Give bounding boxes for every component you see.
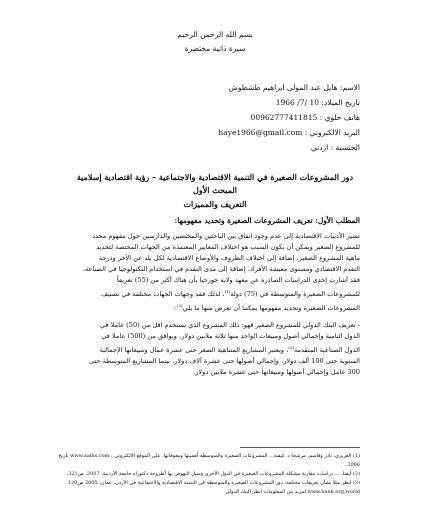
text-line: ماهية المشروع الصغير، إضافة إلى اختلاف الظروف والأوضاع الاقتصادية لكل بلد عن الآخر ودرجة (98, 254, 360, 262)
text-line: 300 عامل وإجمالي أصولها ومبيعاتها حتى عشرة ملايين دولار. (193, 368, 360, 377)
footnote-ref: (2) (177, 303, 183, 309)
section-subheading: التعريف والمميزات (183, 199, 247, 209)
footnote-4: www.bank.org.world لمزيد من المعلومات انظر البنك الدولي (225, 489, 360, 495)
footnotes (50, 452, 360, 497)
text-fragment: للمشروعات الصغيرة والمتوسطة في (75) دولة (230, 290, 360, 299)
text-fragment: ، لذلك فقد وجهات الجهات مختلفة في تصنيف (101, 290, 225, 299)
text-fragment: المشروعات الصغيرة وتحديد مفهومها يمكننا أن نعرض منها ما يلي (182, 304, 360, 313)
text-fragment: ، ويعتبر المشاريع المتناهية الصغر حتى عشرة عمال ومبيعاتها الإجمالية (99, 346, 289, 355)
text-line: السنوية حتى 100 ألف دولار، وإجمالي أصولها حتى عشرة آلاف دولار، بينما المشاريع المتوسطة حتى (88, 357, 360, 366)
cv-subtitle: سيرة ذاتية مختصرة (184, 44, 246, 53)
birth-line: تاريخ الميلاد: 10 /7/ 1966 (275, 98, 360, 107)
text-fragment: الدول الصناعية المتقدمة (294, 346, 360, 355)
text-line: فقد أشارت إحدى الدراسات الصادرة عن معهد ولاية جورجيا بأن هناك أكثر من (55) تعريفاً (116, 276, 360, 284)
basmala: بسم الله الرحمن الرحيم (177, 30, 253, 39)
footnote-ref: (1) (224, 289, 231, 294)
footnote-3: (3) انظر مثلا بشأن تعريفات مختلفة: دور المشروعات الصغيرة والمتوسطة في التنمية الاقتصادية والاجتماعية في الأردن، عمان، 2005 ص120. (66, 480, 360, 486)
paragraph-1 (60, 231, 360, 314)
paper-title: دور المشروعات الصغيرة في التنمية الاقتصادية والاجتماعية – رؤية اقتصادية إسلامية (76, 172, 354, 182)
text-line: الدول النامية وإجمالي أصول ومبيعات الواحد منها ثلاثة ملايين دولار، ويوافق من (500) عاملا في (101, 332, 360, 340)
text-line (60, 286, 360, 300)
paragraph-2 (60, 320, 360, 378)
footnote-2: (2) أيضا، ... دراسات مقارنة مشكلة المشروعات الصغيرة في الدول الأخرى وسبل النهوض بها أطروحة دكتوراه جامعة الأردنية، 2007، ص321. (66, 471, 360, 477)
footnote-separator (240, 447, 360, 448)
nationality-line: الجنسية : اردني (310, 143, 360, 152)
email-line: البريد الالكتروني : haye1966@gmail.com (218, 128, 360, 137)
requirement-heading: المطلب الأول: تعريف المشروعات الصغيرة وتحديد مفهومها: (174, 216, 360, 225)
section-heading: المبحث الأول (193, 185, 237, 195)
name-line: الاسم: هايل عبد المولى ابراهيم طشطوش (228, 83, 360, 92)
text-line: التقدم الاقتصادي ومستوى معيشة الأفراد، إضافة إلى مدى التقدم في استخدام التكنولوجيا في الصناعة، (82, 265, 360, 273)
text-line: للمشروع الصغير ويمكن أن يكون السبب هو اختلاف المعايير المعتمدة من الجهات المختصة لتحديد (96, 243, 360, 251)
text-line (60, 342, 360, 356)
phone-line: هاتف خلوي : 00962777411815 (250, 113, 360, 122)
text-line: - تعريف البنك الدولي للمشروع الصغير فهو: ذلك المشروع الذي يستخدم اقل من (50) عاملا في (99, 321, 360, 329)
footnote-ref: (3) (288, 345, 294, 350)
footnote-1: (1) الغريزي، نادر وقاسم، مرشحا د. كيفية... المشروعات الصغيرة والمتوسطة أهميتها ومعوقاتها. على الموقع الالكتروني : www.aabis.com تاريخ 2006. (58, 453, 360, 468)
text-line: تشير الأدبيات الاقتصادية إلى عدم وجود اتفاق بين الباحثين والمختصين والدارسين حول مفهوم محدد (92, 232, 360, 240)
text-line: المشروعات الصغيرة وتحديد مفهومها يمكننا أن نعرض منها ما يلي$^{(2)}$: (174, 303, 360, 313)
